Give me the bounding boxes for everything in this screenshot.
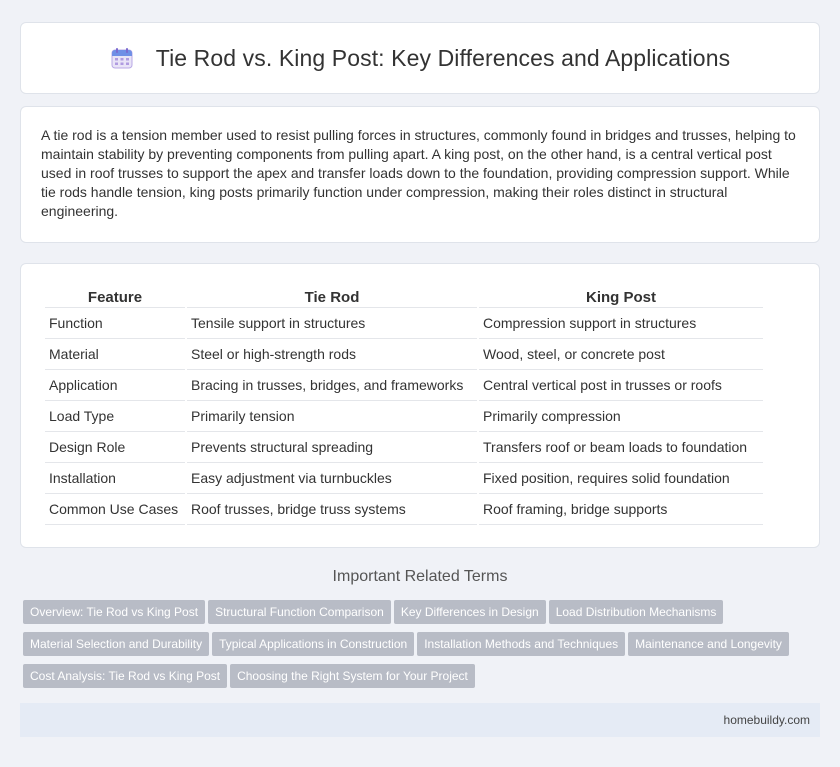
table-row: [45, 401, 763, 432]
cell-king-post: Fixed position, requires solid foundation: [479, 463, 763, 494]
intro-text: A tie rod is a tension member used to resist pulling forces in structures, commonly found in bridges and trusses, helping to maintain stability by preventing components from pulling apart. A king post, on the other hand, is a central vertical post used in roof trusses to support the apex and transfer loads down to the foundation, providing compression support. While tie rods handle tension, king posts primarily function under compression, making their roles distinct in structural engineering.: [41, 127, 796, 219]
footer: [20, 703, 820, 737]
tag-typical-applications[interactable]: Typical Applications in Construction: [212, 632, 414, 656]
cell-tie-rod: Primarily tension: [187, 401, 477, 432]
cell-king-post: Central vertical post in trusses or roofs: [479, 370, 763, 401]
cell-king-post: Wood, steel, or concrete post: [479, 339, 763, 370]
tag-installation-methods[interactable]: Installation Methods and Techniques: [417, 632, 625, 656]
table-row: [45, 339, 763, 370]
cell-feature: Material: [45, 339, 185, 370]
tag-overview[interactable]: Overview: Tie Rod vs King Post: [23, 600, 205, 624]
tag-maintenance[interactable]: Maintenance and Longevity: [628, 632, 789, 656]
tag-key-differences[interactable]: Key Differences in Design: [394, 600, 546, 624]
intro-card: [20, 106, 820, 243]
footer-site[interactable]: homebuildy.com: [723, 713, 810, 727]
cell-tie-rod: Bracing in trusses, bridges, and frameworks: [187, 370, 477, 401]
cell-feature: Common Use Cases: [45, 494, 185, 525]
cell-king-post: Compression support in structures: [479, 308, 763, 339]
page-title: Tie Rod vs. King Post: Key Differences and Applications: [155, 44, 731, 71]
table-row: [45, 370, 763, 401]
calendar-icon: [110, 46, 134, 70]
cell-feature: Function: [45, 308, 185, 339]
cell-feature: Design Role: [45, 432, 185, 463]
cell-king-post: Roof framing, bridge supports: [479, 494, 763, 525]
cell-tie-rod: Easy adjustment via turnbuckles: [187, 463, 477, 494]
header-king-post: King Post: [479, 286, 763, 308]
comparison-table: [43, 286, 765, 525]
cell-feature: Installation: [45, 463, 185, 494]
cell-tie-rod: Prevents structural spreading: [187, 432, 477, 463]
cell-tie-rod: Roof trusses, bridge truss systems: [187, 494, 477, 525]
cell-feature: Application: [45, 370, 185, 401]
cell-king-post: Transfers roof or beam loads to foundation: [479, 432, 763, 463]
tag-load-distribution[interactable]: Load Distribution Mechanisms: [549, 600, 724, 624]
cell-feature: Load Type: [45, 401, 185, 432]
tag-choosing-system[interactable]: Choosing the Right System for Your Project: [230, 664, 475, 688]
table-row: [45, 494, 763, 525]
title-card: [20, 22, 820, 94]
table-header-row: [45, 286, 763, 308]
related-terms-tags: [23, 600, 823, 696]
header-tie-rod: Tie Rod: [187, 286, 477, 308]
table-row: [45, 308, 763, 339]
tag-material-selection[interactable]: Material Selection and Durability: [23, 632, 209, 656]
header-feature: Feature: [45, 286, 185, 308]
comparison-table-card: [20, 263, 820, 548]
tag-cost-analysis[interactable]: Cost Analysis: Tie Rod vs King Post: [23, 664, 227, 688]
cell-tie-rod: Tensile support in structures: [187, 308, 477, 339]
table-row: [45, 463, 763, 494]
cell-tie-rod: Steel or high-strength rods: [187, 339, 477, 370]
table-row: [45, 432, 763, 463]
related-terms-title: Important Related Terms: [332, 568, 508, 585]
tag-structural-function[interactable]: Structural Function Comparison: [208, 600, 391, 624]
cell-king-post: Primarily compression: [479, 401, 763, 432]
